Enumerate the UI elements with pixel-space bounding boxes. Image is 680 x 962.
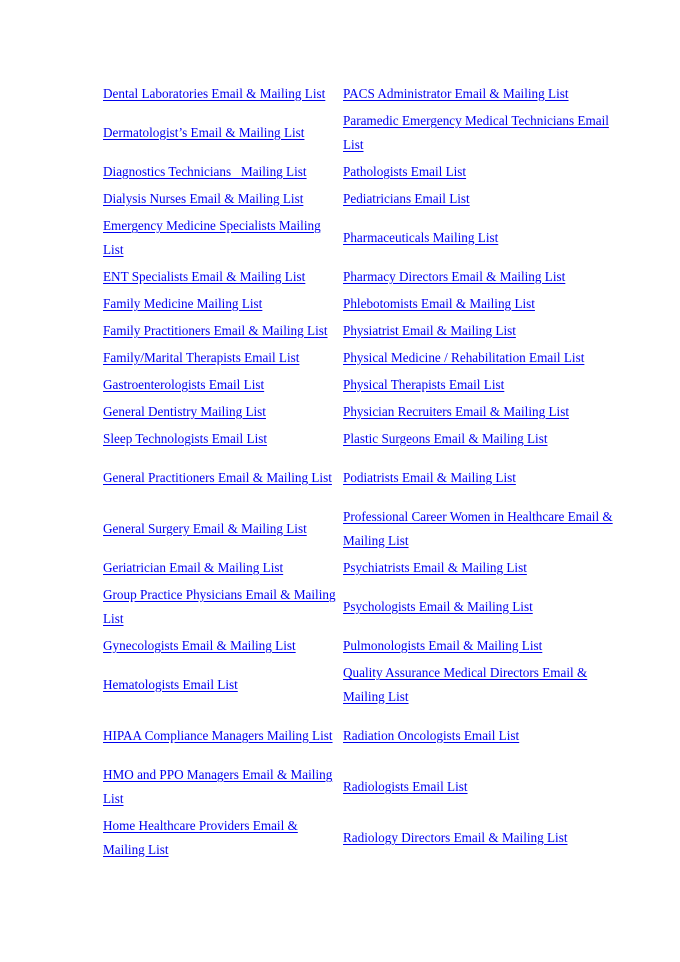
right-cell	[341, 659, 631, 710]
table-row	[101, 212, 631, 263]
mailing-list-link[interactable]: Paramedic Emergency Medical Technicians Email List	[343, 113, 609, 152]
right-cell	[341, 632, 631, 659]
left-cell	[101, 212, 341, 263]
table-row	[101, 710, 631, 761]
mailing-list-link[interactable]: Home Healthcare Providers Email & Mailing List	[103, 818, 298, 857]
mailing-list-link[interactable]: Pediatricians Email List	[343, 190, 470, 206]
table-row	[101, 452, 631, 503]
left-cell	[101, 581, 341, 632]
left-cell	[101, 290, 341, 317]
left-cell	[101, 554, 341, 581]
table-row	[101, 371, 631, 398]
mailing-list-link[interactable]: HIPAA Compliance Managers Mailing List	[103, 727, 333, 743]
right-cell	[341, 263, 631, 290]
mailing-list-link[interactable]: Dermatologist’s Email & Mailing List	[103, 124, 305, 140]
mailing-list-link[interactable]: PACS Administrator Email & Mailing List	[343, 85, 569, 101]
mailing-list-link[interactable]: Psychologists Email & Mailing List	[343, 598, 533, 614]
left-cell	[101, 398, 341, 425]
table-row	[101, 398, 631, 425]
mailing-list-link[interactable]: Psychiatrists Email & Mailing List	[343, 559, 527, 575]
mailing-list-link[interactable]: Family Practitioners Email & Mailing List	[103, 322, 328, 338]
table-row	[101, 632, 631, 659]
mailing-list-link[interactable]: Physiatrist Email & Mailing List	[343, 322, 516, 338]
left-cell	[101, 80, 341, 107]
mailing-list-link[interactable]: Physical Therapists Email List	[343, 376, 505, 392]
mailing-list-link[interactable]: Radiation Oncologists Email List	[343, 727, 520, 743]
mailing-list-link[interactable]: Diagnostics Technicians Mailing List	[103, 163, 307, 179]
mailing-list-link[interactable]: Family Medicine Mailing List	[103, 295, 263, 311]
left-cell	[101, 452, 341, 503]
mailing-list-link[interactable]: Professional Career Women in Healthcare Email & Mailing List	[343, 509, 613, 548]
table-row	[101, 761, 631, 812]
mailing-list-link[interactable]: General Dentistry Mailing List	[103, 403, 266, 419]
right-cell	[341, 554, 631, 581]
right-cell	[341, 185, 631, 212]
mailing-list-link[interactable]: Sleep Technologists Email List	[103, 430, 268, 446]
right-cell	[341, 710, 631, 761]
right-cell	[341, 452, 631, 503]
table-row	[101, 158, 631, 185]
mailing-list-link[interactable]: Family/Marital Therapists Email List	[103, 349, 300, 365]
left-cell	[101, 710, 341, 761]
right-cell	[341, 290, 631, 317]
left-cell	[101, 812, 341, 863]
mailing-list-link[interactable]: Physical Medicine / Rehabilitation Email List	[343, 349, 585, 365]
right-cell	[341, 425, 631, 452]
right-cell	[341, 581, 631, 632]
right-cell	[341, 80, 631, 107]
left-cell	[101, 503, 341, 554]
table-row	[101, 503, 631, 554]
left-cell	[101, 761, 341, 812]
mailing-list-link[interactable]: Emergency Medicine Specialists Mailing List	[103, 218, 321, 257]
table-row	[101, 554, 631, 581]
table-row	[101, 263, 631, 290]
mailing-list-link[interactable]: Geriatrician Email & Mailing List	[103, 559, 284, 575]
left-cell	[101, 317, 341, 344]
mailing-list-link[interactable]: Pharmaceuticals Mailing List	[343, 229, 499, 245]
table-row	[101, 80, 631, 107]
table-row	[101, 107, 631, 158]
table-row	[101, 812, 631, 863]
mailing-list-link[interactable]: Phlebotomists Email & Mailing List	[343, 295, 535, 311]
mailing-list-link[interactable]: ENT Specialists Email & Mailing List	[103, 268, 306, 284]
mailing-list-link[interactable]: Radiology Directors Email & Mailing List	[343, 829, 568, 845]
left-cell	[101, 344, 341, 371]
mailing-list-link[interactable]: Dialysis Nurses Email & Mailing List	[103, 190, 304, 206]
mailing-list-link-table	[101, 80, 631, 863]
right-cell	[341, 107, 631, 158]
left-cell	[101, 107, 341, 158]
right-cell	[341, 761, 631, 812]
right-cell	[341, 503, 631, 554]
mailing-list-link[interactable]: Podiatrists Email & Mailing List	[343, 469, 516, 485]
mailing-list-link[interactable]: Group Practice Physicians Email & Mailing List	[103, 587, 336, 626]
right-cell	[341, 371, 631, 398]
left-cell	[101, 158, 341, 185]
right-cell	[341, 398, 631, 425]
right-cell	[341, 317, 631, 344]
left-cell	[101, 632, 341, 659]
mailing-list-link[interactable]: Gastroenterologists Email List	[103, 376, 265, 392]
mailing-list-link[interactable]: Plastic Surgeons Email & Mailing List	[343, 430, 548, 446]
left-cell	[101, 659, 341, 710]
left-cell	[101, 371, 341, 398]
mailing-list-link[interactable]: Pathologists Email List	[343, 163, 467, 179]
table-row	[101, 317, 631, 344]
mailing-list-link[interactable]: Pharmacy Directors Email & Mailing List	[343, 268, 566, 284]
left-cell	[101, 263, 341, 290]
mailing-list-link[interactable]: Gynecologists Email & Mailing List	[103, 637, 296, 653]
table-row	[101, 425, 631, 452]
left-cell	[101, 425, 341, 452]
mailing-list-link[interactable]: HMO and PPO Managers Email & Mailing List	[103, 767, 333, 806]
table-row	[101, 659, 631, 710]
mailing-list-link[interactable]: Pulmonologists Email & Mailing List	[343, 637, 543, 653]
left-cell	[101, 185, 341, 212]
mailing-list-link[interactable]: General Surgery Email & Mailing List	[103, 520, 307, 536]
right-cell	[341, 344, 631, 371]
mailing-list-link[interactable]: Hematologists Email List	[103, 676, 238, 692]
mailing-list-link[interactable]: Radiologists Email List	[343, 778, 468, 794]
link-table-body	[101, 80, 631, 863]
mailing-list-link[interactable]: Dental Laboratories Email & Mailing List	[103, 85, 326, 101]
right-cell	[341, 158, 631, 185]
table-row	[101, 344, 631, 371]
mailing-list-link[interactable]: Quality Assurance Medical Directors Email & Mailing List	[343, 665, 588, 704]
right-cell	[341, 212, 631, 263]
mailing-list-link[interactable]: General Practitioners Email & Mailing List	[103, 469, 332, 485]
table-row	[101, 290, 631, 317]
mailing-list-link[interactable]: Physician Recruiters Email & Mailing List	[343, 403, 569, 419]
right-cell	[341, 812, 631, 863]
table-row	[101, 581, 631, 632]
table-row	[101, 185, 631, 212]
